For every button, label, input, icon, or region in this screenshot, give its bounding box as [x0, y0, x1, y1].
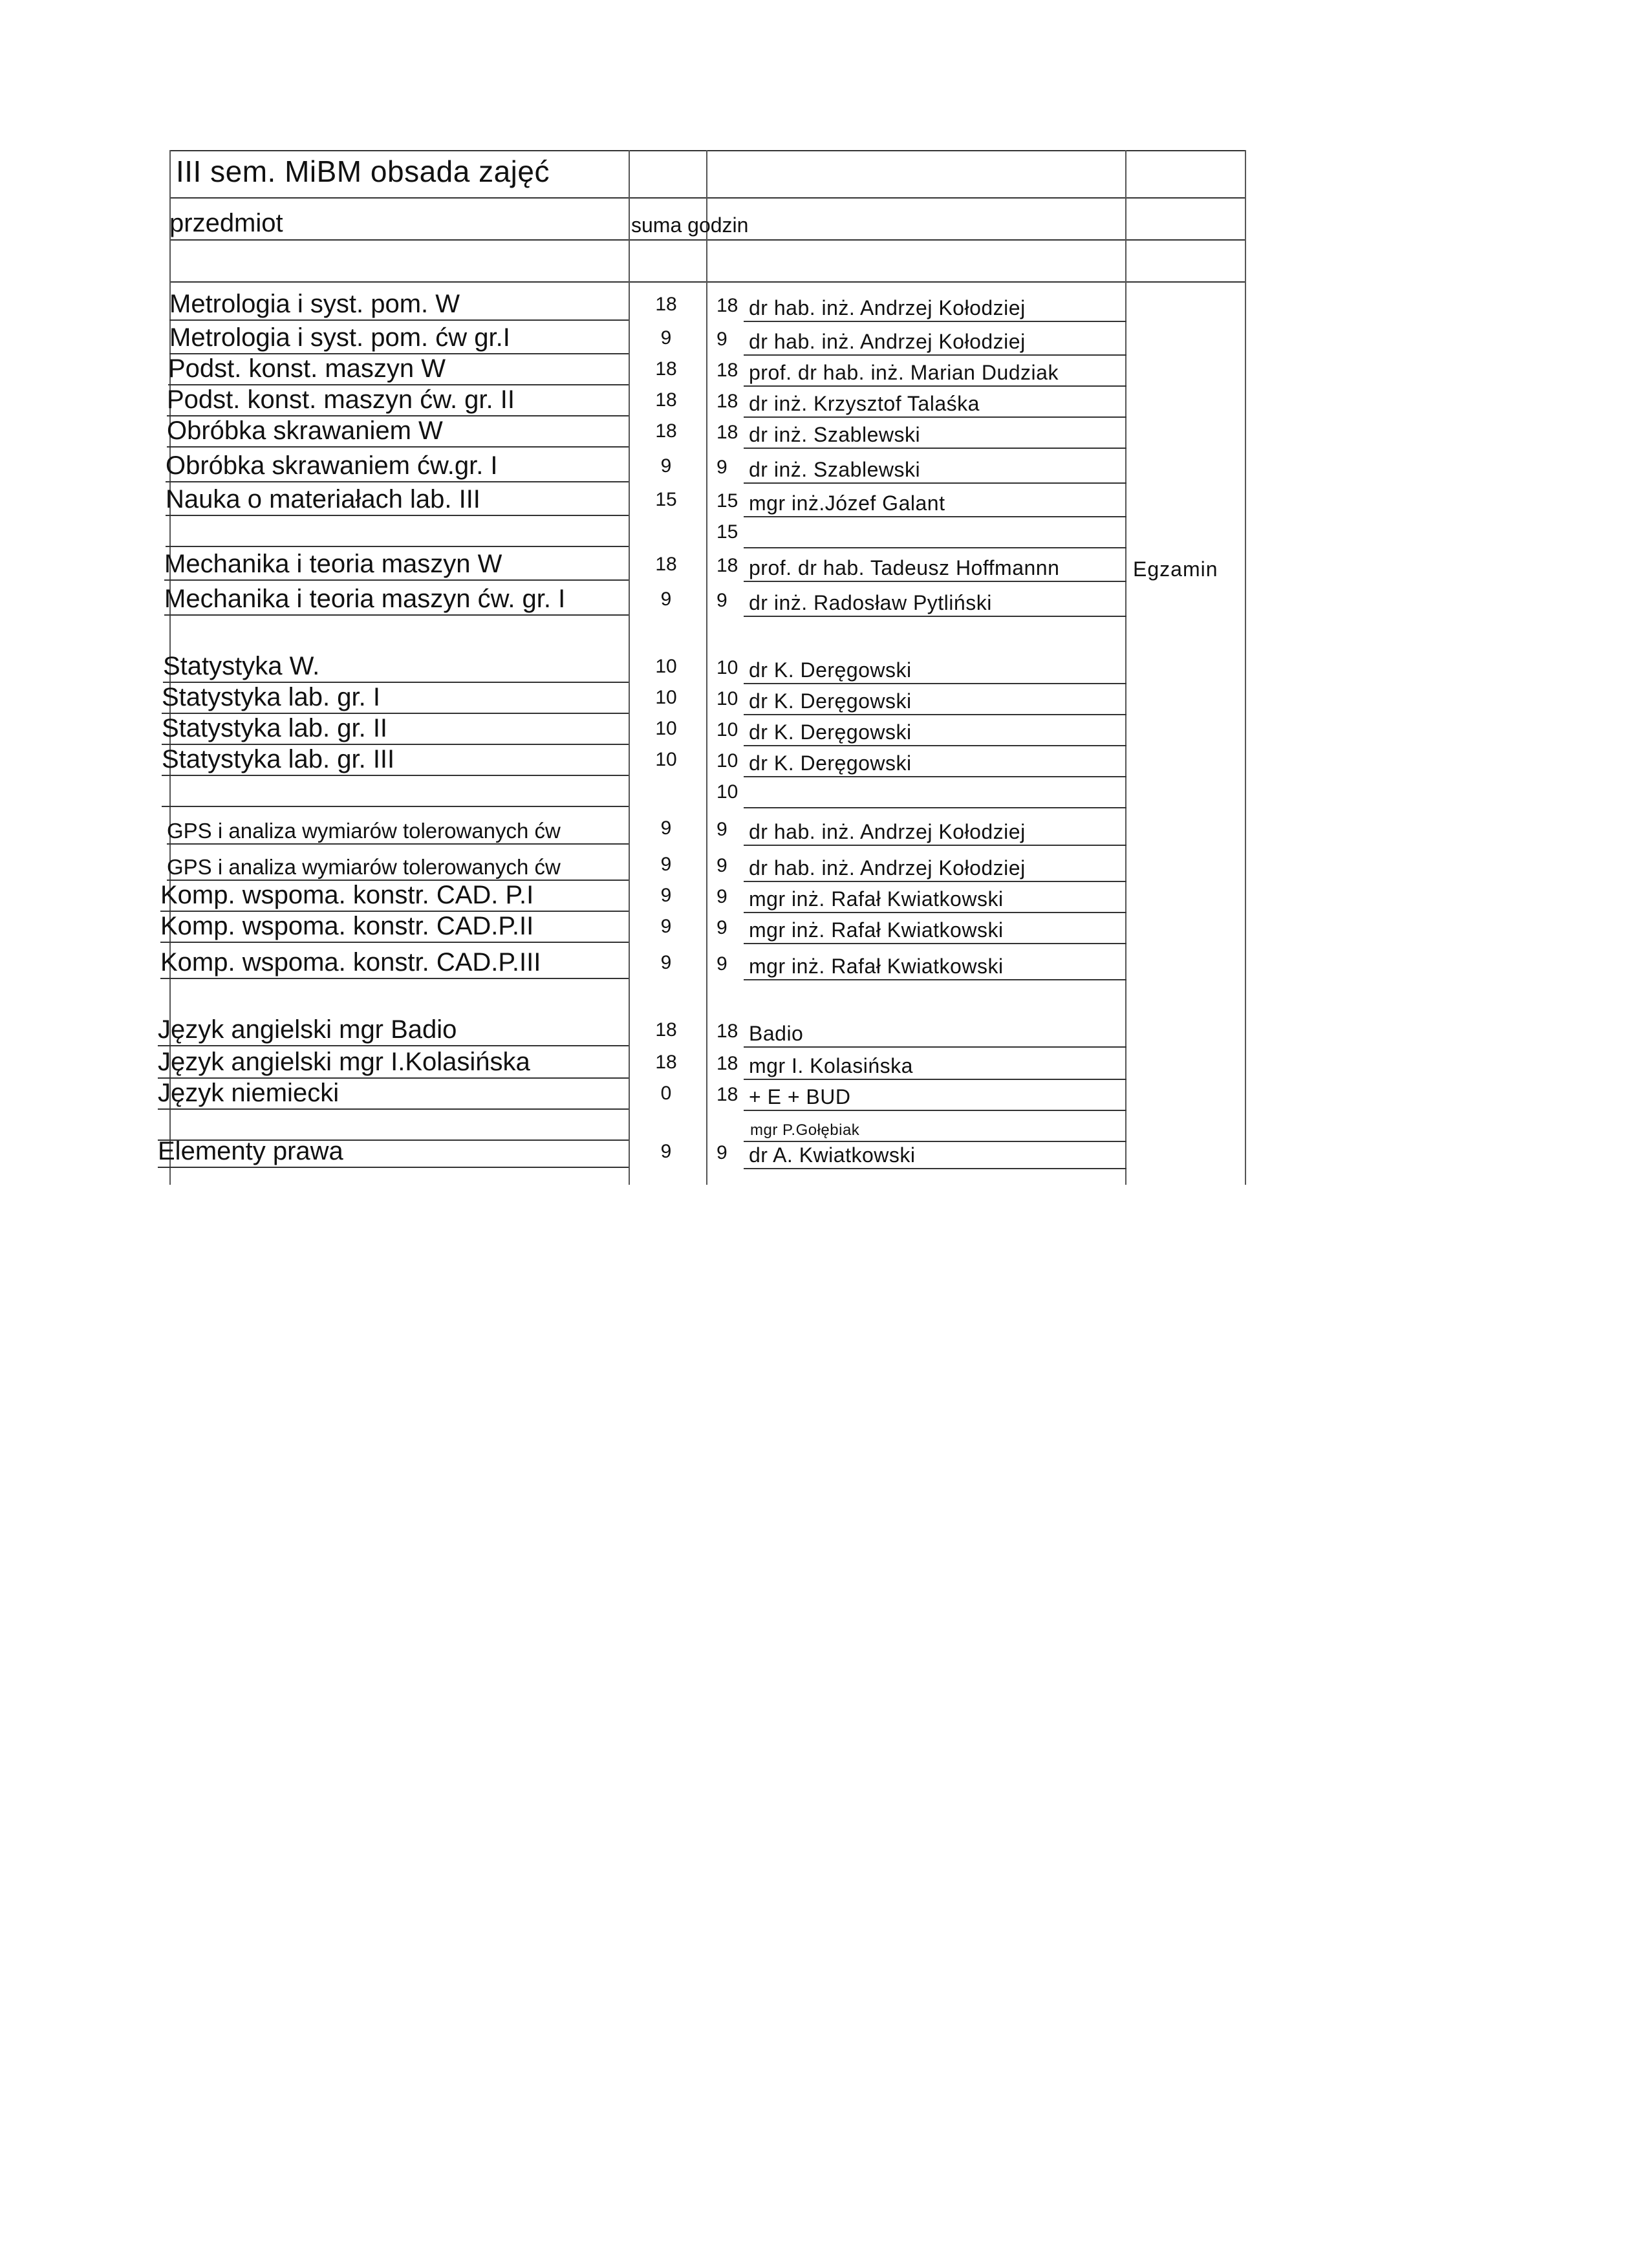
hours-assigned-cell: 9: [717, 1142, 727, 1163]
row-underline: [166, 546, 629, 547]
teacher-cell: mgr P.Gołębiak: [750, 1121, 860, 1139]
subject-cell: Komp. wspoma. konstr. CAD. P.I: [160, 881, 534, 909]
teacher-cell: dr inż. Szablewski: [749, 423, 921, 446]
hours-assigned-cell: 9: [717, 457, 727, 478]
table-row: [0, 1048, 1649, 1079]
teacher-underline: [744, 943, 1126, 944]
subject-cell: Mechanika i teoria maszyn W: [164, 550, 502, 578]
row-underline: [158, 1045, 629, 1046]
subject-cell: Obróbka skrawaniem W: [167, 416, 443, 445]
hours-cell: 9: [660, 455, 672, 477]
subject-cell: Podst. konst. maszyn ćw. gr. II: [167, 385, 515, 414]
teacher-cell: prof. dr hab. inż. Marian Dudziak: [749, 361, 1059, 384]
hours-assigned-cell: 10: [717, 719, 738, 740]
hours-cell: 18: [655, 1052, 677, 1073]
table-row: [0, 416, 1649, 448]
hours-cell: 10: [655, 749, 677, 770]
subject-cell: Statystyka lab. gr. II: [162, 714, 388, 742]
subject-cell: Język angielski mgr I.Kolasińska: [158, 1048, 530, 1076]
table-row: [0, 385, 1649, 416]
hours-assigned-cell: 18: [717, 295, 738, 316]
teacher-cell: dr K. Deręgowski: [749, 751, 912, 775]
title-row-border: [169, 197, 1246, 199]
hours-cell: 9: [660, 1141, 672, 1162]
hours-assigned-cell: 9: [717, 819, 727, 840]
teacher-cell: prof. dr hab. Tadeusz Hoffmannn: [749, 556, 1060, 579]
subject-cell: Statystyka lab. gr. I: [162, 683, 380, 711]
hours-cell: 9: [660, 817, 672, 839]
hours-cell: 18: [655, 294, 677, 315]
subject-cell: Komp. wspoma. konstr. CAD.P.II: [160, 912, 534, 940]
teacher-underline: [744, 845, 1126, 846]
table-row: [0, 776, 1649, 807]
teacher-underline: [744, 482, 1126, 484]
table-row: [0, 354, 1649, 385]
hours-assigned-cell: 10: [717, 750, 738, 772]
teacher-underline: [744, 448, 1126, 449]
teacher-cell: dr inż. Krzysztof Talaśka: [749, 392, 980, 415]
teacher-underline: [744, 807, 1126, 808]
teacher-underline: [744, 616, 1126, 617]
teacher-underline: [744, 547, 1126, 548]
hours-cell: 18: [655, 358, 677, 380]
teacher-underline: [744, 321, 1126, 322]
hours-cell: 18: [655, 420, 677, 442]
hours-assigned-cell: 15: [717, 521, 738, 543]
hours-cell: 9: [660, 885, 672, 906]
hours-cell: 18: [655, 389, 677, 411]
hours-cell: 9: [660, 327, 672, 349]
teacher-cell: Badio: [749, 1022, 804, 1045]
table-row: [0, 323, 1649, 354]
teacher-cell: dr K. Deręgowski: [749, 720, 912, 744]
teacher-cell: dr hab. inż. Andrzej Kołodziej: [749, 856, 1026, 880]
header-subject: przedmiot: [169, 209, 283, 237]
hours-cell: 0: [660, 1083, 672, 1104]
subject-cell: Metrologia i syst. pom. W: [169, 290, 460, 318]
teacher-cell: dr A. Kwiatkowski: [749, 1143, 916, 1167]
row-underline: [162, 806, 629, 807]
table-top-border: [169, 150, 1246, 151]
table-row: [0, 850, 1649, 881]
hours-assigned-cell: 9: [717, 917, 727, 938]
table-row: [0, 948, 1649, 979]
hours-assigned-cell: 9: [717, 855, 727, 876]
hours-assigned-cell: 10: [717, 781, 738, 803]
teacher-underline: [744, 581, 1126, 582]
row-underline: [160, 942, 629, 943]
page-title: III sem. MiBM obsada zajęć: [176, 155, 550, 188]
header-sum-hours: suma godzin: [631, 213, 749, 237]
row-underline: [167, 843, 629, 845]
hours-cell: 10: [655, 687, 677, 708]
subject-cell: Obróbka skrawaniem ćw.gr. I: [166, 451, 498, 480]
subject-cell: Mechanika i teoria maszyn ćw. gr. I: [164, 585, 566, 613]
hours-cell: 18: [655, 1019, 677, 1041]
subject-cell: GPS i analiza wymiarów tolerowanych ćw: [167, 855, 561, 879]
row-underline: [158, 1167, 629, 1168]
subject-cell: Podst. konst. maszyn W: [168, 354, 446, 383]
table-row: [0, 683, 1649, 714]
row-underline: [164, 614, 629, 616]
hours-assigned-cell: 18: [717, 1084, 738, 1105]
teacher-cell: dr K. Deręgowski: [749, 689, 912, 713]
table-row: [0, 485, 1649, 516]
table-row: [0, 1137, 1649, 1168]
hours-assigned-cell: 9: [717, 886, 727, 907]
table-row: [0, 1110, 1649, 1141]
hours-cell: 10: [655, 656, 677, 677]
teacher-underline: [744, 979, 1126, 980]
teacher-cell: dr inż. Radosław Pytliński: [749, 591, 992, 614]
hours-assigned-cell: 10: [717, 688, 738, 709]
hours-cell: 9: [660, 952, 672, 973]
table-row: [0, 451, 1649, 482]
table-row: [0, 814, 1649, 845]
hours-assigned-cell: 18: [717, 1021, 738, 1042]
teacher-cell: mgr I. Kolasińska: [749, 1054, 913, 1077]
hours-cell: 9: [660, 589, 672, 610]
table-row: [0, 912, 1649, 943]
subject-cell: Język angielski mgr Badio: [158, 1015, 457, 1044]
subject-cell: Statystyka lab. gr. III: [162, 745, 395, 773]
hours-cell: 9: [660, 916, 672, 937]
row-underline: [166, 481, 629, 482]
subject-cell: Język niemiecki: [158, 1079, 339, 1107]
teacher-underline: [744, 1168, 1126, 1169]
exam-note: Egzamin: [1133, 557, 1218, 581]
hours-cell: 10: [655, 718, 677, 739]
subject-cell: Statystyka W.: [163, 652, 320, 680]
teacher-cell: mgr inż. Rafał Kwiatkowski: [749, 887, 1004, 911]
teacher-cell: dr K. Deręgowski: [749, 658, 912, 682]
teacher-cell: dr hab. inż. Andrzej Kołodziej: [749, 820, 1026, 843]
teacher-cell: dr hab. inż. Andrzej Kołodziej: [749, 296, 1026, 319]
teacher-cell: mgr inż. Rafał Kwiatkowski: [749, 955, 1004, 978]
table-row: [0, 745, 1649, 776]
hours-assigned-cell: 18: [717, 1053, 738, 1074]
table-row: [0, 714, 1649, 745]
hours-cell: 18: [655, 554, 677, 575]
hours-assigned-cell: 9: [717, 329, 727, 350]
table-row: [0, 550, 1649, 581]
hours-assigned-cell: 18: [717, 422, 738, 443]
row-underline: [164, 579, 629, 581]
hours-cell: 15: [655, 489, 677, 510]
blank-row-border: [169, 281, 1246, 283]
subject-cell: Komp. wspoma. konstr. CAD.P.III: [160, 948, 541, 977]
row-underline: [169, 319, 629, 321]
hours-assigned-cell: 10: [717, 657, 738, 678]
table-row: [0, 652, 1649, 683]
subject-cell: GPS i analiza wymiarów tolerowanych ćw: [167, 819, 561, 843]
hours-assigned-cell: 18: [717, 391, 738, 412]
teacher-cell: mgr inż.Józef Galant: [749, 491, 945, 515]
hours-cell: 9: [660, 854, 672, 875]
row-underline: [167, 446, 629, 448]
hours-assigned-cell: 15: [717, 490, 738, 512]
subject-cell: Nauka o materiałach lab. III: [166, 485, 480, 513]
teacher-cell: + E + BUD: [749, 1085, 851, 1108]
hours-assigned-cell: 18: [717, 360, 738, 381]
teacher-cell: dr hab. inż. Andrzej Kołodziej: [749, 330, 1026, 353]
table-row: [0, 1015, 1649, 1046]
subject-cell: Metrologia i syst. pom. ćw gr.I: [169, 323, 510, 352]
hours-assigned-cell: 9: [717, 953, 727, 975]
teacher-cell: dr inż. Szablewski: [749, 458, 921, 481]
table-row: [0, 1079, 1649, 1110]
hours-assigned-cell: 9: [717, 590, 727, 611]
table-row: [0, 881, 1649, 912]
table-row: [0, 290, 1649, 321]
table-row: [0, 585, 1649, 616]
header-row-border: [169, 239, 1246, 241]
table-row: [0, 516, 1649, 547]
subject-cell: Elementy prawa: [158, 1137, 343, 1165]
teacher-cell: mgr inż. Rafał Kwiatkowski: [749, 918, 1004, 942]
hours-assigned-cell: 18: [717, 555, 738, 576]
row-underline: [160, 978, 629, 979]
